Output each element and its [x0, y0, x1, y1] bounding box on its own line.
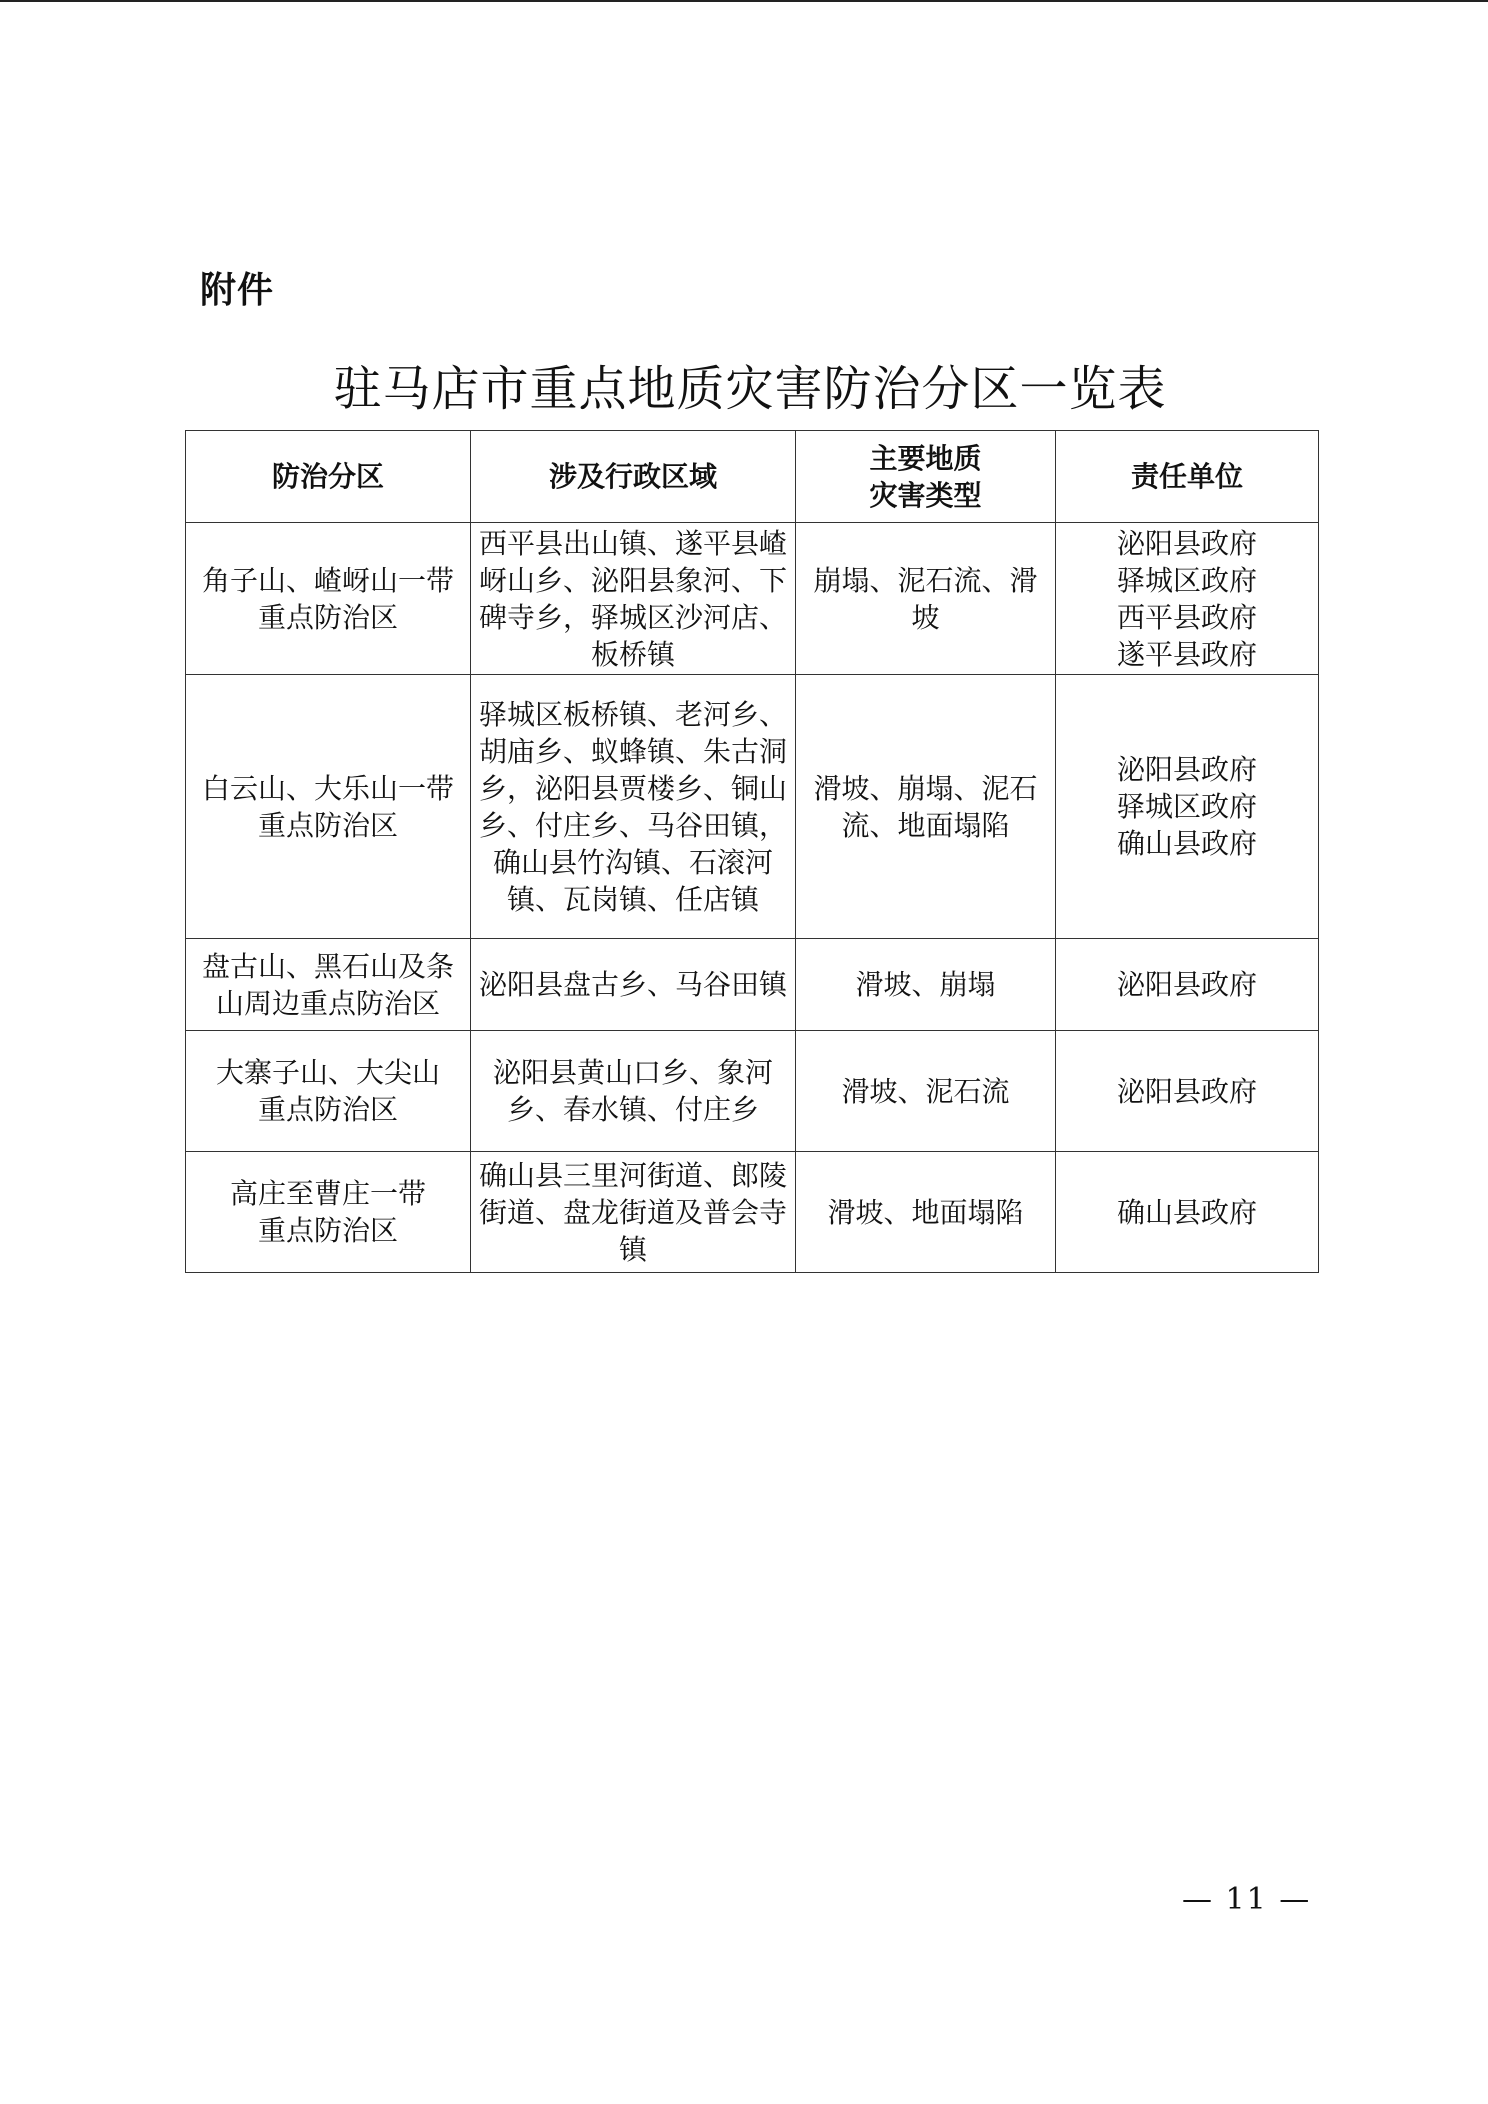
unit-cell — [1056, 675, 1319, 939]
table-row — [186, 1031, 1319, 1152]
unit-line: 泌阳县政府 — [1116, 753, 1257, 786]
table-row — [186, 939, 1319, 1031]
zone-cell — [186, 675, 471, 939]
attachment-label: 附件 — [200, 270, 275, 311]
unit-line: 西平县政府 — [1116, 600, 1257, 634]
table-header-row — [186, 431, 1319, 523]
type-cell: 滑坡、崩塌 — [796, 939, 1056, 1031]
header-unit: 责任单位 — [1056, 431, 1319, 523]
area-cell: 驿城区板桥镇、老河乡、胡庙乡、蚁蜂镇、朱古洞乡，泌阳县贾楼乡、铜山乡、付庄乡、马谷田镇，确山县竹沟镇、石滚河镇、瓦岗镇、任店镇 — [471, 675, 796, 939]
zone-line: 白云山、大乐山一带 — [201, 771, 454, 805]
page-top-border — [0, 0, 1488, 2]
header-zone: 防治分区 — [186, 431, 471, 523]
unit-line: 确山县政府 — [1116, 827, 1257, 860]
type-cell: 滑坡、地面塌陷 — [796, 1152, 1056, 1273]
unit-line: 遂平县政府 — [1116, 637, 1257, 671]
unit-cell — [1056, 523, 1319, 675]
zone-line: 重点防治区 — [257, 808, 398, 842]
unit-line: 驿城区政府 — [1116, 790, 1257, 823]
area-cell: 泌阳县黄山口乡、象河乡、春水镇、付庄乡 — [471, 1031, 796, 1152]
page-number: — 11 — — [1182, 1882, 1312, 1917]
header-type — [796, 431, 1056, 523]
zone-line: 重点防治区 — [257, 1214, 398, 1247]
unit-line: 确山县政府 — [1116, 1195, 1257, 1229]
area-cell: 确山县三里河街道、郎陵街道、盘龙街道及普会寺镇 — [471, 1152, 796, 1273]
type-cell: 崩塌、泥石流、滑坡 — [796, 523, 1056, 675]
unit-cell — [1056, 1031, 1319, 1152]
unit-cell — [1056, 1152, 1319, 1273]
unit-line: 泌阳县政府 — [1116, 968, 1257, 1001]
unit-line: 驿城区政府 — [1116, 563, 1257, 597]
zone-cell — [186, 939, 471, 1031]
unit-cell — [1056, 939, 1319, 1031]
type-cell: 滑坡、崩塌、泥石流、地面塌陷 — [796, 675, 1056, 939]
table-row — [186, 1152, 1319, 1273]
unit-line: 泌阳县政府 — [1116, 526, 1257, 560]
type-cell: 滑坡、泥石流 — [796, 1031, 1056, 1152]
prevention-zones-table — [185, 430, 1319, 1273]
zone-line: 角子山、嵖岈山一带 — [201, 563, 454, 597]
table-row — [186, 675, 1319, 939]
header-type-line1: 主要地质 — [869, 441, 982, 475]
header-area: 涉及行政区域 — [471, 431, 796, 523]
table-row — [186, 523, 1319, 675]
zone-line: 山周边重点防治区 — [215, 986, 440, 1020]
header-type-line2: 灾害类型 — [869, 478, 982, 512]
zone-line: 大寨子山、大尖山 — [215, 1056, 440, 1089]
unit-line: 泌阳县政府 — [1116, 1074, 1257, 1108]
zone-line: 高庄至曹庄一带 — [229, 1177, 426, 1210]
zone-line: 重点防治区 — [257, 1093, 398, 1126]
document-title: 驻马店市重点地质灾害防治分区一览表 — [333, 361, 1167, 417]
area-cell: 西平县出山镇、遂平县嵖岈山乡、泌阳县象河、下碑寺乡，驿城区沙河店、板桥镇 — [471, 523, 796, 675]
area-cell: 泌阳县盘古乡、马谷田镇 — [471, 939, 796, 1031]
zone-line: 重点防治区 — [257, 600, 398, 634]
zone-cell — [186, 1152, 471, 1273]
zone-line: 盘古山、黑石山及条 — [201, 949, 454, 983]
zone-cell — [186, 523, 471, 675]
zone-cell — [186, 1031, 471, 1152]
